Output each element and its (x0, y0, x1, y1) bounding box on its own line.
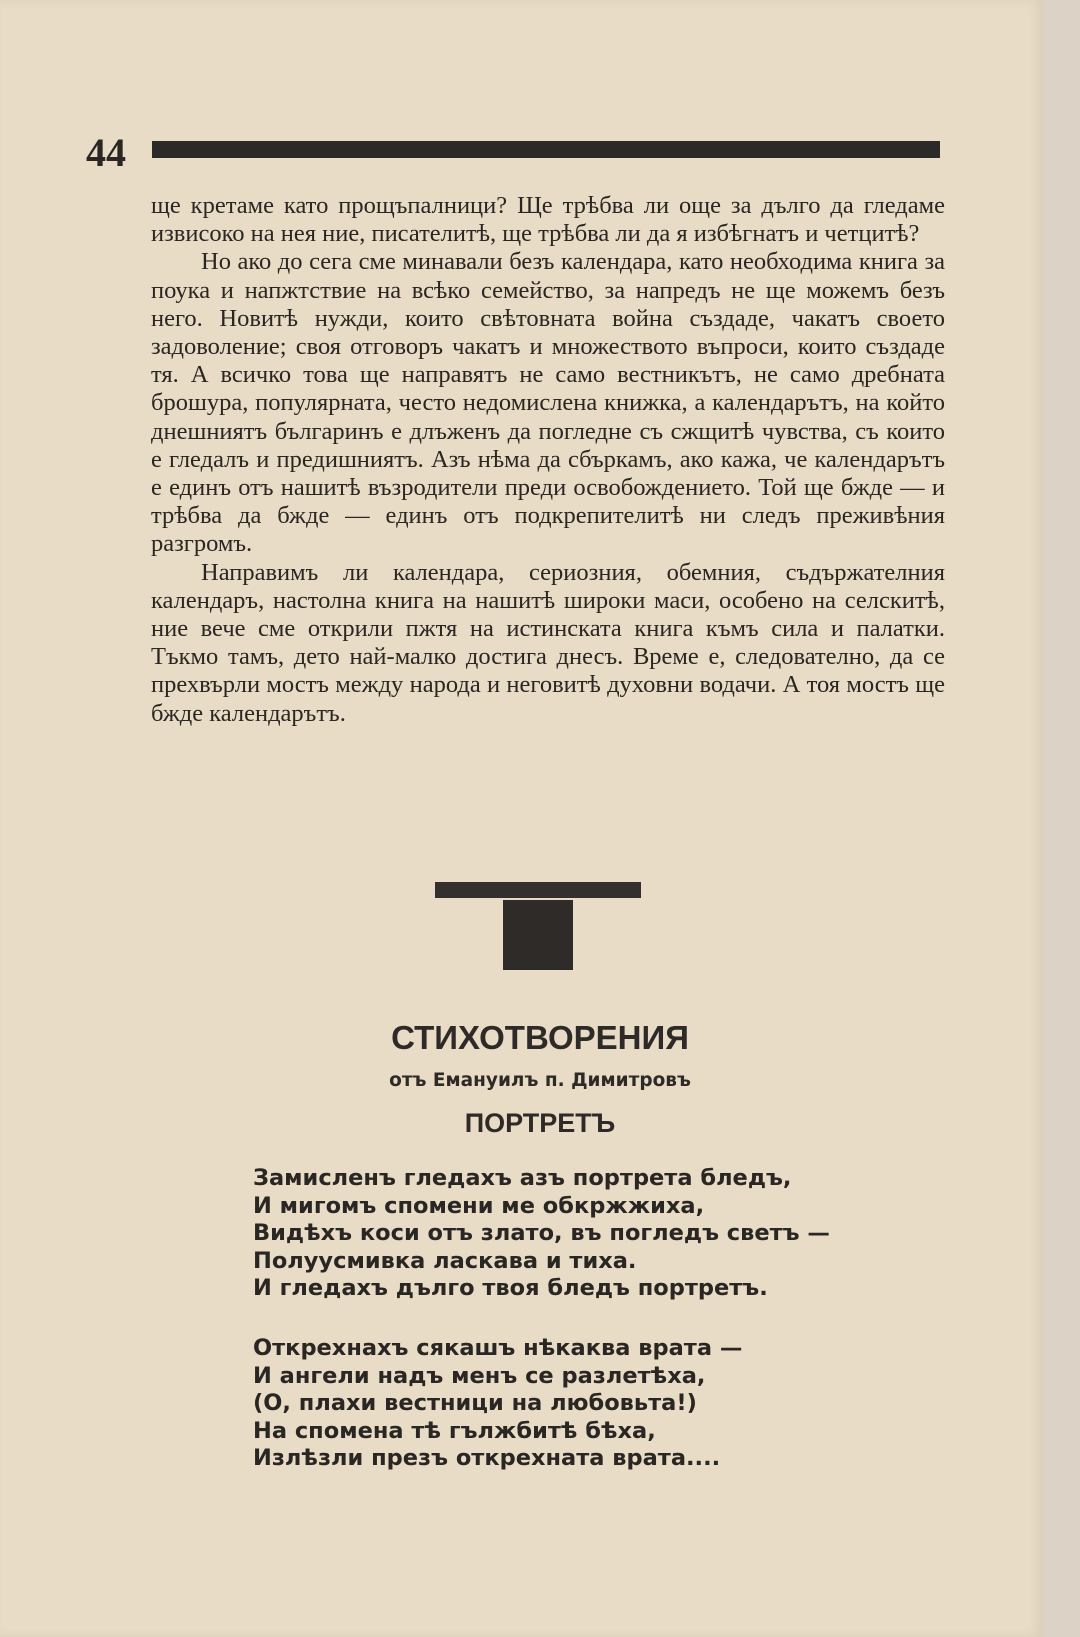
poem-line: Полуусмивка ласкава и тиха. (253, 1247, 637, 1274)
section-ornament (435, 882, 641, 970)
ornament-block (503, 900, 573, 970)
poem-stanza (253, 1165, 893, 1303)
page-header (86, 128, 944, 178)
poem-line: И гледахъ дълго твоя бледъ портретъ. (253, 1275, 768, 1301)
prose-paragraph: Но ако до сега сме минавали безъ календара, като необходима книга за поука и напжтствие на всѣко семейство, за напредъ не ще можемъ безъ него. Новитѣ нужди, които свѣтовната война създаде, чакатъ своето задоволение; своя отговоръ чакатъ и множеството въпроси, които създаде тя. А всичко това ще направятъ не само вестникътъ, не само дребната брошура, популярната, често недомислена книжка, а календарътъ, на който днешниятъ българинъ е длъженъ да погледне съ сжщитѣ чувства, съ които е гледалъ и предишниятъ. Азъ нѣма да сбъркамъ, ако кажа, че календарътъ е единъ отъ нашитѣ възродители преди освобождението. Той ще бжде — и трѣбва да бжде — единъ отъ подкрепителитѣ ни следъ преживѣния разгромъ. (151, 248, 945, 558)
poem-line: И мигомъ спомени ме обкржжиха, (253, 1192, 705, 1219)
page-number: 44 (86, 130, 126, 175)
poem-line: Открехнахъ сякашъ нѣкаква врата — (253, 1335, 743, 1361)
poem-line: Замисленъ гледахъ азъ портрета бледъ, (253, 1165, 792, 1191)
page-edge (1043, 0, 1080, 1637)
prose-paragraph: ще кретаме като прощъпалници? Ще трѣбва ли още за дълго да гледаме извисоко на нея ние, писателитѣ, ще трѣбва ли да я избѣгнатъ и четцитѣ? (151, 192, 945, 248)
prose-paragraph: Направимъ ли календара, сериозния, обемния, съдържателния календаръ, настолна книга на нашитѣ широки маси, особено на селскитѣ, ние вече сме открили пжтя на истинската книга къмъ сила и палатки. Тъкмо тамъ, дето най-малко достига днесъ. Време е, следователно, да се прехвърли мостъ между народа и неговитѣ духовни водачи. А тоя мостъ ще бжде календарътъ. (151, 558, 945, 727)
header-rule (152, 141, 940, 158)
poem-line: На спомена тѣ гължбитѣ бѣха, (253, 1417, 656, 1444)
poem-line: Излѣзли презъ открехната врата.... (253, 1445, 721, 1471)
poem-line: Видѣхъ коси отъ злато, въ погледъ светъ — (253, 1220, 830, 1246)
author-byline: отъ Емануилъ п. Димитровъ (389, 1070, 691, 1091)
prose-body (151, 192, 945, 728)
poem-title: ПОРТРЕТЪ (464, 1108, 616, 1138)
poem-line: И ангели надъ менъ се разлетѣха, (253, 1362, 706, 1389)
section-title: СТИХОТВОРЕНИЯ (391, 1019, 689, 1056)
ornament-bar (435, 882, 641, 898)
poem-line: (О, плахи вестници на любовьта!) (253, 1390, 697, 1416)
poem-stanza (253, 1335, 893, 1473)
